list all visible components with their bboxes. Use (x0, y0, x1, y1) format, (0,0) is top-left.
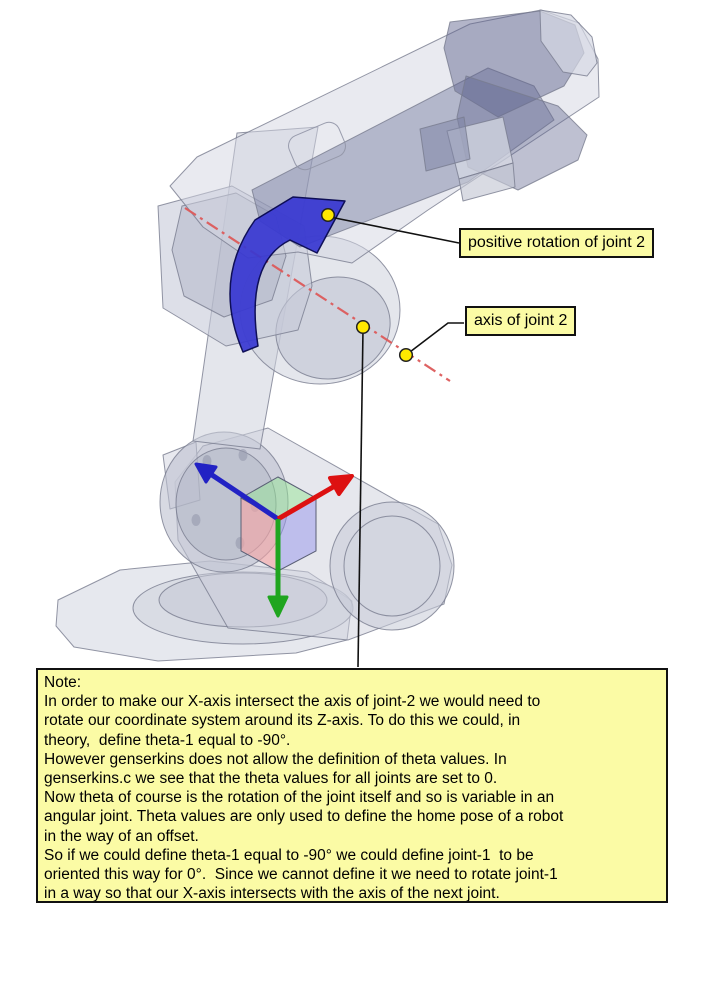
callout-axis-of-joint: axis of joint 2 (465, 306, 576, 336)
note-line: angular joint. Theta values are only used to define the home pose of a robot (44, 808, 564, 826)
callout-positive-rotation: positive rotation of joint 2 (459, 228, 654, 258)
note-lines (44, 692, 662, 903)
note-line: oriented this way for 0°. Since we cannot define it we need to rotate joint-1 (44, 866, 558, 884)
note-line: So if we could define theta-1 equal to -90° we could define joint-1 to be (44, 846, 534, 864)
marker-rotation-point (322, 209, 335, 222)
note-line: genserkins.c we see that the theta values for all joints are set to 0. (44, 770, 498, 788)
note-line: Now theta of course is the rotation of the joint itself and so is variable in an (44, 789, 555, 807)
note-line: In order to make our X-axis intersect the axis of joint-2 we would need to (44, 693, 541, 711)
note-box (36, 668, 668, 903)
marker-axis-point-inner (357, 321, 370, 334)
leader-line-axis (406, 323, 464, 355)
note-line: in a way so that our X-axis intersects with the axis of the next joint. (44, 885, 500, 903)
note-line: rotate our coordinate system around its Z-axis. To do this we could, in (44, 712, 521, 730)
note-title: Note: (44, 674, 82, 691)
marker-axis-point-outer (400, 349, 413, 362)
note-line: However genserkins does not allow the definition of theta values. In (44, 750, 507, 768)
note-line: in the way of an offset. (44, 827, 199, 845)
note-line: theory, define theta-1 equal to -90°. (44, 731, 291, 749)
